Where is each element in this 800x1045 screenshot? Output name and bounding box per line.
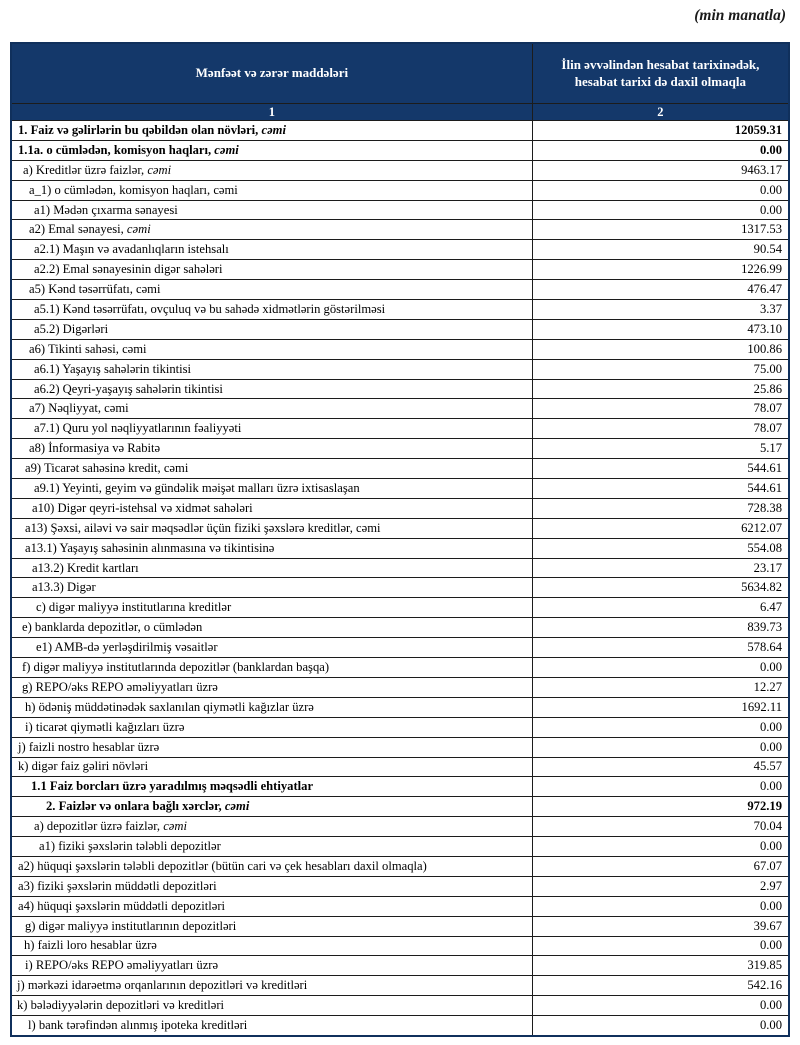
col-number-1: 1 <box>11 104 532 121</box>
row-label-emphasis: cəmi <box>261 122 286 137</box>
profit-loss-table <box>10 42 790 1037</box>
table-row <box>11 379 789 399</box>
row-label: a2.2) Emal sənayesinin digər sahələri <box>11 260 532 280</box>
table-row <box>11 737 789 757</box>
table-row <box>11 916 789 936</box>
row-value: 1692.11 <box>532 697 789 717</box>
row-value: 0.00 <box>532 140 789 160</box>
unit-note: (min manatla) <box>694 7 786 24</box>
row-label: a13.3) Digər <box>11 578 532 598</box>
row-value: 75.00 <box>532 359 789 379</box>
row-value: 0.00 <box>532 658 789 678</box>
row-label: a6.2) Qeyri-yaşayış sahələrin tikintisi <box>11 379 532 399</box>
table-row <box>11 638 789 658</box>
table-row <box>11 976 789 996</box>
row-label: a13) Şəxsi, ailəvi və sair məqsədlər üçün fiziki şəxslərə kreditlər, cəmi <box>11 518 532 538</box>
row-label-emphasis: cəmi <box>126 222 151 237</box>
table-row <box>11 797 789 817</box>
table-row <box>11 280 789 300</box>
row-value: 578.64 <box>532 638 789 658</box>
table-row <box>11 419 789 439</box>
table-row <box>11 339 789 359</box>
table-row <box>11 896 789 916</box>
row-value: 25.86 <box>532 379 789 399</box>
row-label: 1.1a. o cümlədən, komisyon haqları, cəmi <box>11 140 532 160</box>
table-row <box>11 578 789 598</box>
row-value: 70.04 <box>532 817 789 837</box>
table-row <box>11 837 789 857</box>
row-label: a13.2) Kredit kartları <box>11 558 532 578</box>
table-row <box>11 300 789 320</box>
table-row <box>11 479 789 499</box>
row-label: a13.1) Yaşayış sahəsinin alınmasına və tikintisinə <box>11 538 532 558</box>
row-value: 6.47 <box>532 598 789 618</box>
table-row <box>11 658 789 678</box>
row-value: 0.00 <box>532 180 789 200</box>
table-row <box>11 598 789 618</box>
table-row <box>11 956 789 976</box>
row-label: a) depozitlər üzrə faizlər, cəmi <box>11 817 532 837</box>
row-value: 1317.53 <box>532 220 789 240</box>
row-label: a) Kreditlər üzrə faizlər, cəmi <box>11 160 532 180</box>
table-row <box>11 220 789 240</box>
row-value: 728.38 <box>532 498 789 518</box>
row-value: 100.86 <box>532 339 789 359</box>
table-row <box>11 538 789 558</box>
row-label: k) bələdiyyələrin depozitləri və kreditləri <box>11 996 532 1016</box>
row-value: 5634.82 <box>532 578 789 598</box>
table-row <box>11 1016 789 1036</box>
table-row <box>11 618 789 638</box>
table-row <box>11 439 789 459</box>
table-row <box>11 498 789 518</box>
table-row <box>11 319 789 339</box>
table-row <box>11 399 789 419</box>
row-label: i) REPO/əks REPO əməliyyatları üzrə <box>11 956 532 976</box>
col-header-period: İlin əvvəlindən hesabat tarixinədək, hesabat tarixi də daxil olmaqla <box>532 43 789 104</box>
row-label: h) ödəniş müddətinədək saxlanılan qiymətli kağızlar üzrə <box>11 697 532 717</box>
row-value: 78.07 <box>532 419 789 439</box>
row-value: 544.61 <box>532 479 789 499</box>
row-label: a9) Ticarət sahəsinə kredit, cəmi <box>11 459 532 479</box>
row-label: h) faizli loro hesablar üzrə <box>11 936 532 956</box>
row-value: 0.00 <box>532 777 789 797</box>
row-value: 0.00 <box>532 896 789 916</box>
row-label: g) digər maliyyə institutlarının depozitləri <box>11 916 532 936</box>
row-value: 39.67 <box>532 916 789 936</box>
row-label: a9.1) Yeyinti, geyim və gündəlik məişət malları üzrə ixtisaslaşan <box>11 479 532 499</box>
row-label: a7.1) Quru yol nəqliyyatlarının fəaliyyəti <box>11 419 532 439</box>
row-value: 542.16 <box>532 976 789 996</box>
row-value: 2.97 <box>532 876 789 896</box>
row-value: 473.10 <box>532 319 789 339</box>
row-label: f) digər maliyyə institutlarında depozitlər (banklardan başqa) <box>11 658 532 678</box>
table-row <box>11 996 789 1016</box>
table-row <box>11 876 789 896</box>
table-row <box>11 558 789 578</box>
table-row <box>11 856 789 876</box>
table-row <box>11 757 789 777</box>
header-row <box>11 43 789 104</box>
row-label: a2.1) Maşın və avadanlıqların istehsalı <box>11 240 532 260</box>
row-label: 1. Faiz və gəlirlərin bu qəbildən olan növləri, cəmi <box>11 121 532 141</box>
row-value: 0.00 <box>532 936 789 956</box>
row-label: a_1) o cümlədən, komisyon haqları, cəmi <box>11 180 532 200</box>
subheader-row <box>11 104 789 121</box>
row-value: 9463.17 <box>532 160 789 180</box>
row-label: a5.1) Kənd təsərrüfatı, ovçuluq və bu sahədə xidmətlərin göstərilməsi <box>11 300 532 320</box>
table-body <box>11 121 789 1036</box>
row-value: 0.00 <box>532 200 789 220</box>
table-row <box>11 240 789 260</box>
row-label: g) REPO/əks REPO əməliyyatları üzrə <box>11 677 532 697</box>
row-value: 23.17 <box>532 558 789 578</box>
row-value: 90.54 <box>532 240 789 260</box>
row-value: 12.27 <box>532 677 789 697</box>
table-row <box>11 518 789 538</box>
table-row <box>11 160 789 180</box>
row-label-emphasis: cəmi <box>147 162 172 177</box>
row-value: 12059.31 <box>532 121 789 141</box>
row-value: 544.61 <box>532 459 789 479</box>
table-row <box>11 936 789 956</box>
row-label: k) digər faiz gəliri növləri <box>11 757 532 777</box>
row-label: a5.2) Digərləri <box>11 319 532 339</box>
row-label: a6) Tikinti sahəsi, cəmi <box>11 339 532 359</box>
row-label: a7) Nəqliyyat, cəmi <box>11 399 532 419</box>
table-row <box>11 817 789 837</box>
row-label: a5) Kənd təsərrüfatı, cəmi <box>11 280 532 300</box>
row-label: e) banklarda depozitlər, o cümlədən <box>11 618 532 638</box>
row-label-emphasis: cəmi <box>224 799 250 814</box>
table-row <box>11 697 789 717</box>
row-value: 78.07 <box>532 399 789 419</box>
row-label: e1) AMB-də yerləşdirilmiş vəsaitlər <box>11 638 532 658</box>
row-value: 972.19 <box>532 797 789 817</box>
row-label: a1) fiziki şəxslərin tələbli depozitlər <box>11 837 532 857</box>
col-number-2: 2 <box>532 104 789 121</box>
row-value: 6212.07 <box>532 518 789 538</box>
row-label: c) digər maliyyə institutlarına kreditlər <box>11 598 532 618</box>
row-value: 0.00 <box>532 996 789 1016</box>
row-value: 45.57 <box>532 757 789 777</box>
row-label: a6.1) Yaşayış sahələrin tikintisi <box>11 359 532 379</box>
row-label: a2) Emal sənayesi, cəmi <box>11 220 532 240</box>
table-row <box>11 200 789 220</box>
row-label-emphasis: cəmi <box>214 142 239 157</box>
row-value: 1226.99 <box>532 260 789 280</box>
row-value: 0.00 <box>532 837 789 857</box>
row-label: i) ticarət qiymətli kağızları üzrə <box>11 717 532 737</box>
table-row <box>11 359 789 379</box>
table-row <box>11 140 789 160</box>
row-label: a1) Mədən çıxarma sənayesi <box>11 200 532 220</box>
row-label: 2. Faizlər və onlara bağlı xərclər, cəmi <box>11 797 532 817</box>
row-value: 0.00 <box>532 717 789 737</box>
row-value: 554.08 <box>532 538 789 558</box>
row-value: 0.00 <box>532 1016 789 1036</box>
row-value: 5.17 <box>532 439 789 459</box>
row-value: 67.07 <box>532 856 789 876</box>
row-label-emphasis: cəmi <box>163 819 187 834</box>
row-value: 3.37 <box>532 300 789 320</box>
row-label: l) bank tərəfindən alınmış ipoteka kreditləri <box>11 1016 532 1036</box>
row-label: 1.1 Faiz borcları üzrə yaradılmış məqsədli ehtiyatlar <box>11 777 532 797</box>
table-row <box>11 260 789 280</box>
row-label: j) faizli nostro hesablar üzrə <box>11 737 532 757</box>
row-label: a8) İnformasiya və Rabitə <box>11 439 532 459</box>
row-label: a2) hüquqi şəxslərin tələbli depozitlər (bütün cari və çek hesabları daxil olmaqla) <box>11 856 532 876</box>
table-row <box>11 180 789 200</box>
table-row <box>11 717 789 737</box>
row-label: a10) Digər qeyri-istehsal və xidmət sahələri <box>11 498 532 518</box>
row-label: a3) fiziki şəxslərin müddətli depozitləri <box>11 876 532 896</box>
table-row <box>11 459 789 479</box>
row-label: a4) hüquqi şəxslərin müddətli depozitləri <box>11 896 532 916</box>
col-header-items: Mənfəət və zərər maddələri <box>11 43 532 104</box>
row-value: 0.00 <box>532 737 789 757</box>
row-value: 319.85 <box>532 956 789 976</box>
table-row <box>11 777 789 797</box>
table-row <box>11 121 789 141</box>
row-value: 476.47 <box>532 280 789 300</box>
row-value: 839.73 <box>532 618 789 638</box>
table-row <box>11 677 789 697</box>
row-label: j) mərkəzi idarəetmə orqanlarının depozitləri və kreditləri <box>11 976 532 996</box>
